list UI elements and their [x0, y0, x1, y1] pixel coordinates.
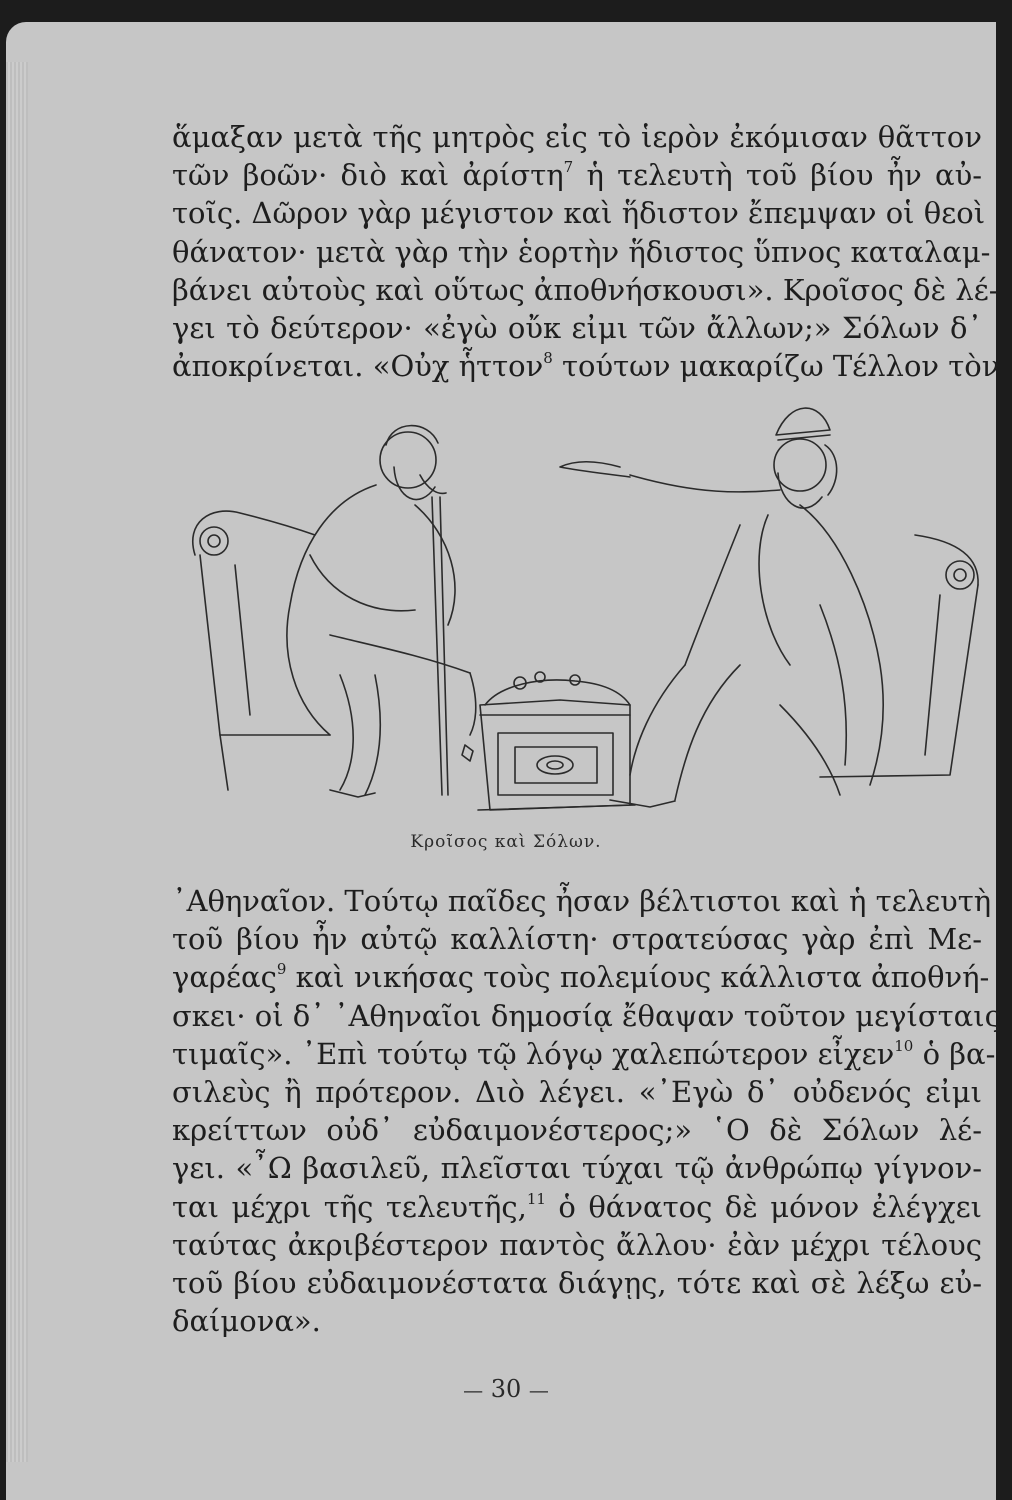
- footnote-marker: 8: [543, 349, 553, 368]
- text-line: σκει· οἱ δ᾿ ᾿Αθηναῖοι δημοσίᾳ ἔθαψαν τοῦτον μεγίσταις: [172, 998, 1001, 1033]
- text-line: ἀποκρίνεται. «Οὐχ ἧττον$^8$ τούτων μακαρίζω Τέλλον τὸν: [172, 349, 1000, 384]
- text-line: τοῦ βίου εὐδαιμονέστατα διάγῃς, τότε καὶ σὲ λέξω εὐ-: [172, 1266, 982, 1301]
- text-line: γαρέας$^9$ καὶ νικήσας τοὺς πολεμίους κάλλιστα ἀποθνή-: [172, 960, 990, 995]
- altar: [462, 672, 635, 810]
- text-line: τοῖς. Δῶρον γὰρ μέγιστον καὶ ἥδιστον ἔπεμψαν οἱ θεοὶ: [172, 196, 986, 231]
- page-number-dash: —: [528, 1378, 549, 1402]
- croesus-solon-illustration: [180, 405, 985, 845]
- text-line: δαίμονα».: [172, 1304, 321, 1339]
- text-line: θάνατον· μετὰ γὰρ τὴν ἑορτὴν ἥδιστος ὕπνος καταλαμ-: [172, 234, 991, 269]
- page-number-dash: —: [463, 1378, 484, 1402]
- text-line: βάνει αὐτοὺς καὶ οὕτως ἀποθνήσκουσι». Κροῖσος δὲ λέ-: [172, 272, 999, 307]
- text-line: γει τὸ δεύτερον· «ἐγὼ οὔκ εἰμι τῶν ἄλλων;» Σόλων δ᾿: [172, 311, 982, 346]
- left-chair: [193, 511, 330, 790]
- text-line: ᾿Αθηναῖον. Τούτῳ παῖδες ἦσαν βέλτιστοι καὶ ἡ τελευτὴ: [172, 884, 992, 918]
- footnote-marker: 10: [894, 1036, 914, 1055]
- page-number: [0, 1375, 1012, 1403]
- footnote-marker: 7: [563, 158, 574, 177]
- footnote-marker: 9: [276, 960, 287, 979]
- paragraph-top: [172, 118, 1000, 385]
- figure-caption: Κροῖσος καὶ Σόλων.: [410, 832, 602, 852]
- text-line: ται μέχρι τῆς τελευτῆς,$^{11}$ ὁ θάνατος δὲ μόνον ἐλέγχει: [172, 1189, 982, 1224]
- page-edges: [6, 62, 28, 1462]
- text-line: τοῦ βίου ἦν αὐτῷ καλλίστη· στρατεύσας γὰρ ἐπὶ Με-: [172, 922, 982, 957]
- text-line: τῶν βοῶν· διὸ καὶ ἀρίστη$^7$ ἡ τελευτὴ τοῦ βίου ἦν αὐ-: [172, 158, 983, 193]
- text-line: ἅμαξαν μετὰ τῆς μητρὸς εἰς τὸ ἱερὸν ἐκόμισαν θᾶττον: [172, 120, 982, 154]
- right-chair: [820, 535, 978, 777]
- text-line: τιμαῖς». ᾿Επὶ τούτῳ τῷ λόγῳ χαλεπώτερον εἶχεν$^{10}$ ὁ βα-: [172, 1036, 996, 1071]
- footnote-marker: 11: [526, 1189, 546, 1208]
- solon-figure: [287, 426, 476, 797]
- text-line: κρείττων οὐδ᾿ εὐδαιμονέστερος;» ῾Ο δὲ Σόλων λέ-: [172, 1113, 982, 1148]
- croesus-figure: [560, 408, 883, 807]
- text-line: γει. «῏Ω βασιλεῦ, πλεῖσται τύχαι τῷ ἀνθρώπῳ γίγνον-: [172, 1151, 982, 1186]
- text-line: σιλεὺς ἢ πρότερον. Διὸ λέγει. «᾿Εγὼ δ᾿ οὐδενός εἰμι: [172, 1075, 982, 1110]
- paragraph-bottom: [172, 882, 1001, 1340]
- text-line: ταύτας ἀκριβέστερον παντὸς ἄλλου· ἐὰν μέχρι τέλους: [172, 1227, 982, 1262]
- page-number-value: 30: [490, 1375, 522, 1403]
